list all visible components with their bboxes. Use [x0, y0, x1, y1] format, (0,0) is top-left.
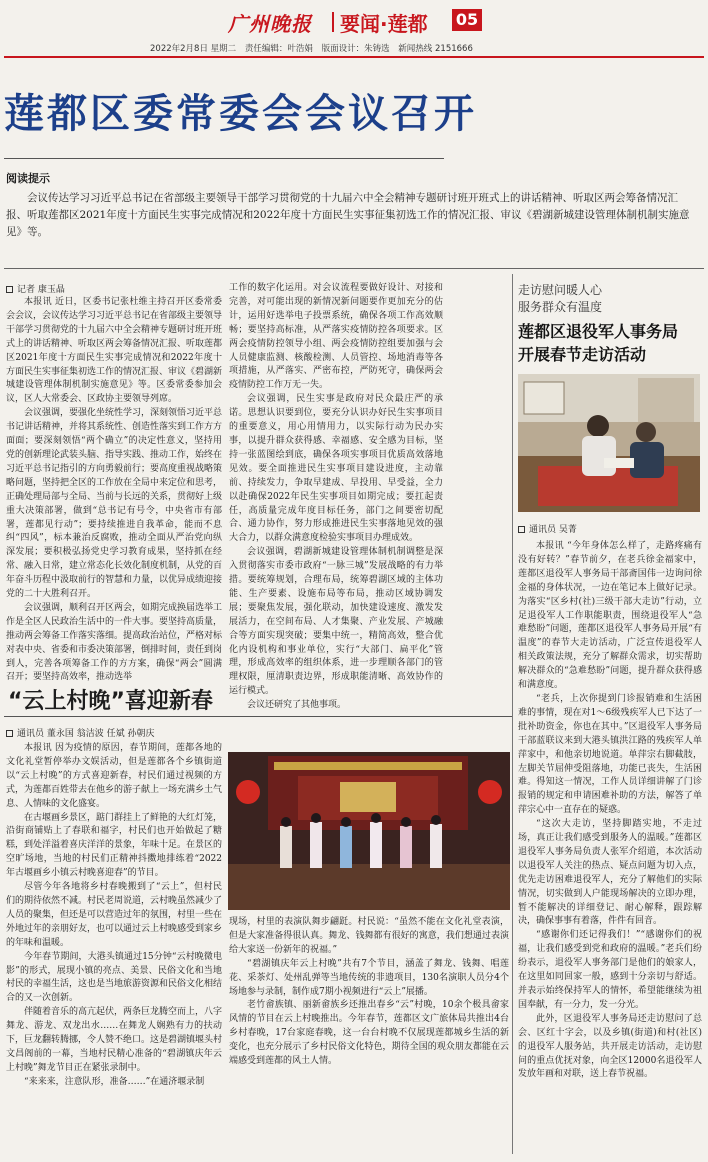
newspaper-logo: 广州晚报 [228, 12, 312, 36]
byline-box-icon [6, 286, 13, 293]
main-story-byline: 记者 康玉晶 [6, 282, 65, 295]
main-paragraph: 会议还研究了其他事项。 [247, 700, 347, 711]
news-hotline: 新闻热线 2151666 [398, 44, 473, 54]
main-paragraph: 会议强调，顺利召开区两会，如期完成换届选举工作是全区人民政治生活中的一件大事。要坚持高质量，推动两会筹备工作落实落细。提高政治站位，严格对标对表中央、省委和市委决策部署，倒排时间，责任到岗到人，完善各项筹备工作的方方案，确保“两会”圆满召开；要坚持高效率，推动选举 [6, 602, 223, 683]
gala-paragraph: 今年春节期间，大港头镇通过15分钟“云村晚微电影”的形式，展现小镇的亮点、美景、民俗文化和当地村民的幸福生活，这也是当地旅游资源和民俗文化相结合的又一次创新。 [6, 951, 223, 1004]
sidebar-story-body [518, 540, 702, 1152]
visit-photo [518, 374, 700, 512]
main-paragraph: 会议强调，民生实事是政府对民众最庄严的承诺。思想认识要到位，要充分认识办好民生实事项目的重要意义，用心用情用力，以实际行动为民办实事，以提升群众获得感、幸福感、安全感为目标，坚持一张蓝图绘到底，确保各项实事项目优质高效落地见效。要全面推进民生实事项目建设进度，主动靠前、持续发力，争取早建成、早投用、早受益，全力以赴确保2022年民生实事项目如期完成；要扛起责任，高质量完成年度目标任务，部门之间要密切配合、通力协作，努力形成推进民生实事落地见效的强大合力，以群众满意度检验实事项目办理成效。 [229, 394, 443, 544]
section-rule [4, 268, 704, 269]
masthead-divider [332, 12, 334, 32]
gala-paragraph: “碧湖镇庆年云上村晚”共有7个节目，涵盖了舞龙、钱舞、唱莲花、采茶灯、处州乱弹等当地传统的非遗项目，130名演职人员分4个场地参与录制，制作成7期小视频进行“云上”展播。 [229, 958, 509, 997]
masthead-rule [4, 56, 704, 58]
reading-guide-text: 会议传达学习习近平总书记在省部级主要领导干部学习贯彻党的十九届六中全会精神专题研讨班开班式上的讲话精神、听取区两会筹备情况汇报、听取莲都区2021年度十方面民生实事完成情况和2022年度十方面民生实事征集初选工作的情况汇报、审议《碧湖新城建设管理体制机制实施意见》等。 [6, 192, 690, 238]
section-title: 要闻·莲都 [340, 12, 428, 36]
sidebar-byline: 通讯员 吴菁 [518, 522, 577, 535]
editor-credit: 责任编辑：叶浩娟 [244, 44, 313, 54]
main-paragraph: 工作的数字化运用。对会议流程要做好设计、对接和完善，对可能出现的新情况新问题要作更加充分的估计，运用好选举电子投票系统，确保各项工作高效顺畅；要坚持高标准，从严落实疫情防控各项要求。区两会疫情防控领导小组、两会疫情防控组要加强与会人员健康监测、核酸检测、人员管控、场地消毒等各项措施，从严落实、严密布控，严防死守，确保两会疫情防控工作万无一失。 [229, 283, 443, 391]
main-story-column-2 [229, 282, 443, 711]
main-story-column-1 [6, 296, 223, 683]
masthead-info [150, 42, 479, 54]
village-gala-column-1 [6, 742, 222, 1154]
sidebar-paragraph: “感谢你们还记得我们！”“感谢你们的祝福，让我们感受到党和政府的温暖。”老兵们纷纷表示，退役军人事务部门是他们的娘家人，在这里如同回家一般，感到十分亲切与舒适。并表示始终保持军人的情怀，希望能继续为祖国奉献，有一分力，发一分光。 [518, 930, 702, 1010]
sidebar-kicker: 走访慰问暖人心 服务群众有温度 [518, 283, 603, 314]
page-number-badge: 05 [452, 9, 482, 31]
gala-paragraph: 伴随着音乐的高亢起伏，两条巨龙腾空而上，八字舞龙、游龙、双龙出水……在舞龙人娴熟有力的扶动下，巨龙翻转腾挪，令人赞不绝口。这是碧湖镇堰头村文昌阁前的一幕，当地村民精心准备的“碧湖镇庆年云上村晚”舞龙节目正在紧张录制中。 [6, 1007, 223, 1073]
gala-paragraph: 现场，村里的表演队舞步翩跹。村民说：“虽然不能在文化礼堂表演，但是大家准备得很认真。舞龙、钱舞都有很好的寓意，我们想通过表演给大家送一份新年的祝福。” [229, 917, 509, 955]
byline-box-icon [6, 730, 13, 737]
village-gala-byline: 通讯员 董永国 翁洁波 任斌 孙朝庆 [6, 726, 154, 739]
main-headline: 莲都区委常委会会议召开 [4, 91, 477, 137]
sidebar-paragraph: “这次大走访，坚持脚踏实地，不走过场，真正让我们感受到服务人的温暖。”莲都区退役军人事务局负责人张军介绍道，本次活动以退役军人关注的热点、疑点问题为切入点，优先走访困难退役军人，充分了解他们的实际情况，切实做到人户能现场解决的立即办理，暂不能解决的详细登记、耐心解释，跟踪解决，确保事事有着落，件件有回音。 [518, 819, 702, 927]
village-gala-headline: “云上村晚”喜迎新春 [8, 689, 213, 714]
reading-guide-label: 阅读提示 [6, 172, 50, 185]
village-gala-rule [4, 716, 512, 717]
designer-credit: 版面设计：朱铸选 [321, 44, 390, 54]
stage-performance-photo [228, 752, 510, 910]
sidebar-divider [512, 274, 513, 1154]
village-gala-column-2 [229, 916, 509, 1154]
gala-paragraph: 尽管今年各地将乡村春晚搬到了“云上”，但村民们的期待依然不减。村民老周说道，云村晚虽然减少了人员的聚集，但还是可以营造过年的氛围，村里一些在外地过年的亲朋好友，也可以通过云上村晚感受到家乡的年味和温暖。 [6, 882, 223, 948]
gala-paragraph: “来来来，注意队形，准备……”在通济堰录制 [24, 1076, 205, 1087]
sidebar-paragraph: 此外，区退役军人事务局还走访慰问了总会、区红十字会，以及乡镇(街道)和村(社区)的退役军人服务站，共开展走访活动，走访慰问的重点优抚对象，向全区12000名退役军人发放年画和对联，送上春节祝福。 [518, 1013, 702, 1080]
byline-box-icon [518, 526, 525, 533]
issue-date: 2022年2月8日 星期二 [150, 44, 237, 54]
sidebar-paragraph: 本报讯 “今年身体怎么样了，走路疼痛有没有好转？”春节前夕，在老兵徐金福家中，莲都区退役军人事务局干部斋国伟一边询问徐金福的身体状况，一边在笔记本上做好记录。为落实“区乡村(社)三级干部大走访”行动，立足退役军人工作职能职责，围绕退役军人“急难愁盼”问题，莲都区退役军人事务局开展“有温度”的春节大走访活动，广泛宣传退役军人相关政策法规，充分了解群众需求，切实帮助解决群众的“急难愁盼”问题，提升群众获得感和满意度。 [518, 541, 702, 691]
gala-paragraph: 在古堰画乡景区，踮门群挂上了鲜艳的大红灯笼，沿街商铺贴上了春联和福字，村民们也开始做起了糖糕，到处洋溢着喜庆洋洋的景象，年味十足。在景区的空旷场地，当地的村民们正精神抖擞地排练着“2022年古堰画乡小镇云村晚喜迎春”的节目。 [6, 812, 223, 879]
sidebar-headline: 莲都区退役军人事务局 开展春节走访活动 [518, 322, 679, 364]
gala-paragraph: 老竹畲族镇、丽新畲族乡还推出春乡“云”村晚，10余个极具畲家风情的节目在云上村晚推出。今年春节，莲都区文广旅体局共推出4台乡村春晚，17台家庭春晚，这一台台村晚不仅展现莲都城乡生活的新变化，也充分展示了乡村民俗文化特色，期待全国的观众朋友都能在云端感受到莲都的风土人情。 [229, 1000, 509, 1067]
headline-rule [4, 158, 444, 159]
main-paragraph: 会议强调，碧湖新城建设管理体制机制调整是深入贯彻落实市委市政府“一脉三城”发展战略的有力举措。要统筹规划，合理布局，统筹碧湖区域的主体功能、生产要素、设施布局等布局，推动区域协调发展；要聚焦发展，强化联动，加快建设速度、激发发展活力，在空间布局、人才集聚、产业发展、产城融合等方面实现突破；要集中统一，精简高效，整合优化内设机构和事业单位，实行“大部门、扁平化”管理，形成高效率的组织体系，进一步理顺各部门的管理权限，厘清职责边界，形成职能清晰、高效协作的运行模式。 [229, 547, 443, 697]
gala-paragraph: 本报讯 因为疫情的原因，春节期间，莲都各地的文化礼堂暂停举办文娱活动，但是莲都各个乡镇街道以“云上村晚”的方式喜迎新春，村民们通过视频的方式，为莲都百姓带去在他乡的游子献上一场充满乡土气息、人情味的文化盛宴。 [6, 743, 223, 809]
main-paragraph: 本报讯 近日，区委书记张杜维主持召开区委常委会会议，会议传达学习习近平总书记在省部级主要领导干部学习贯彻党的十九届六中全会精神专题研讨班开班式上的讲话精神、听取区两会筹备情况汇报、听取莲都区2021年度十方面民生实事完成情况和2022年度十方面民生实事征集初选工作的情况汇报、审议《碧湖新城建设管理体制机制实施意见》等。区委常委参加会议，区人大常委会、区政协主要领导列席。 [6, 297, 223, 405]
sidebar-paragraph: “老兵，上次你提到门诊报销难和生活困难的事情，现在对1～6级残疾军人已下达了一批补助资金，你也在其中。”区退役军人事务局干部蓝联议来到大港头镇洪江路的残疾军人单萍家中，和他亲切地说道。单萍宗右脚截肢，左脚关节屈伸受阻落地，功能已丧失，生活困难。得知这一情况，工作人员详细讲解了门诊报销的规定和申请困难补助的方法，解答了单萍宗心中一直存在的疑惑。 [518, 693, 702, 816]
main-paragraph: 会议强调，要强化坐统性学习，深刻领悟习近平总书记讲话精神，并将其系统性、创造性落实到工作方方面面；要深刻领悟“两个确立”的决定性意义，坚持用党的创新理论武装头脑、指导实践、推动工作，始终在习近平总书记指引的方向勇毅前行；要高度重视战略策略问题，坚持把全区的工作放在全局中来定位和思考，正确处理局部与全局、当前与长远的关系，贯彻好上级重大决策部署，做到“总书记有号令，中央省市有部署，莲都见行动”；要持续推进自我革命，能而不息纠“四风”，标本兼治反腐败，推动全面从严治党向纵深发展；要积极弘扬党史学习教育成果，坚持抓在经常、融入日常，建立常态化长效化制度机制，从党的百年奋斗历程中汲取前行的智慧和力量，以优异成绩迎接党的二十大胜利召开。 [6, 408, 223, 600]
